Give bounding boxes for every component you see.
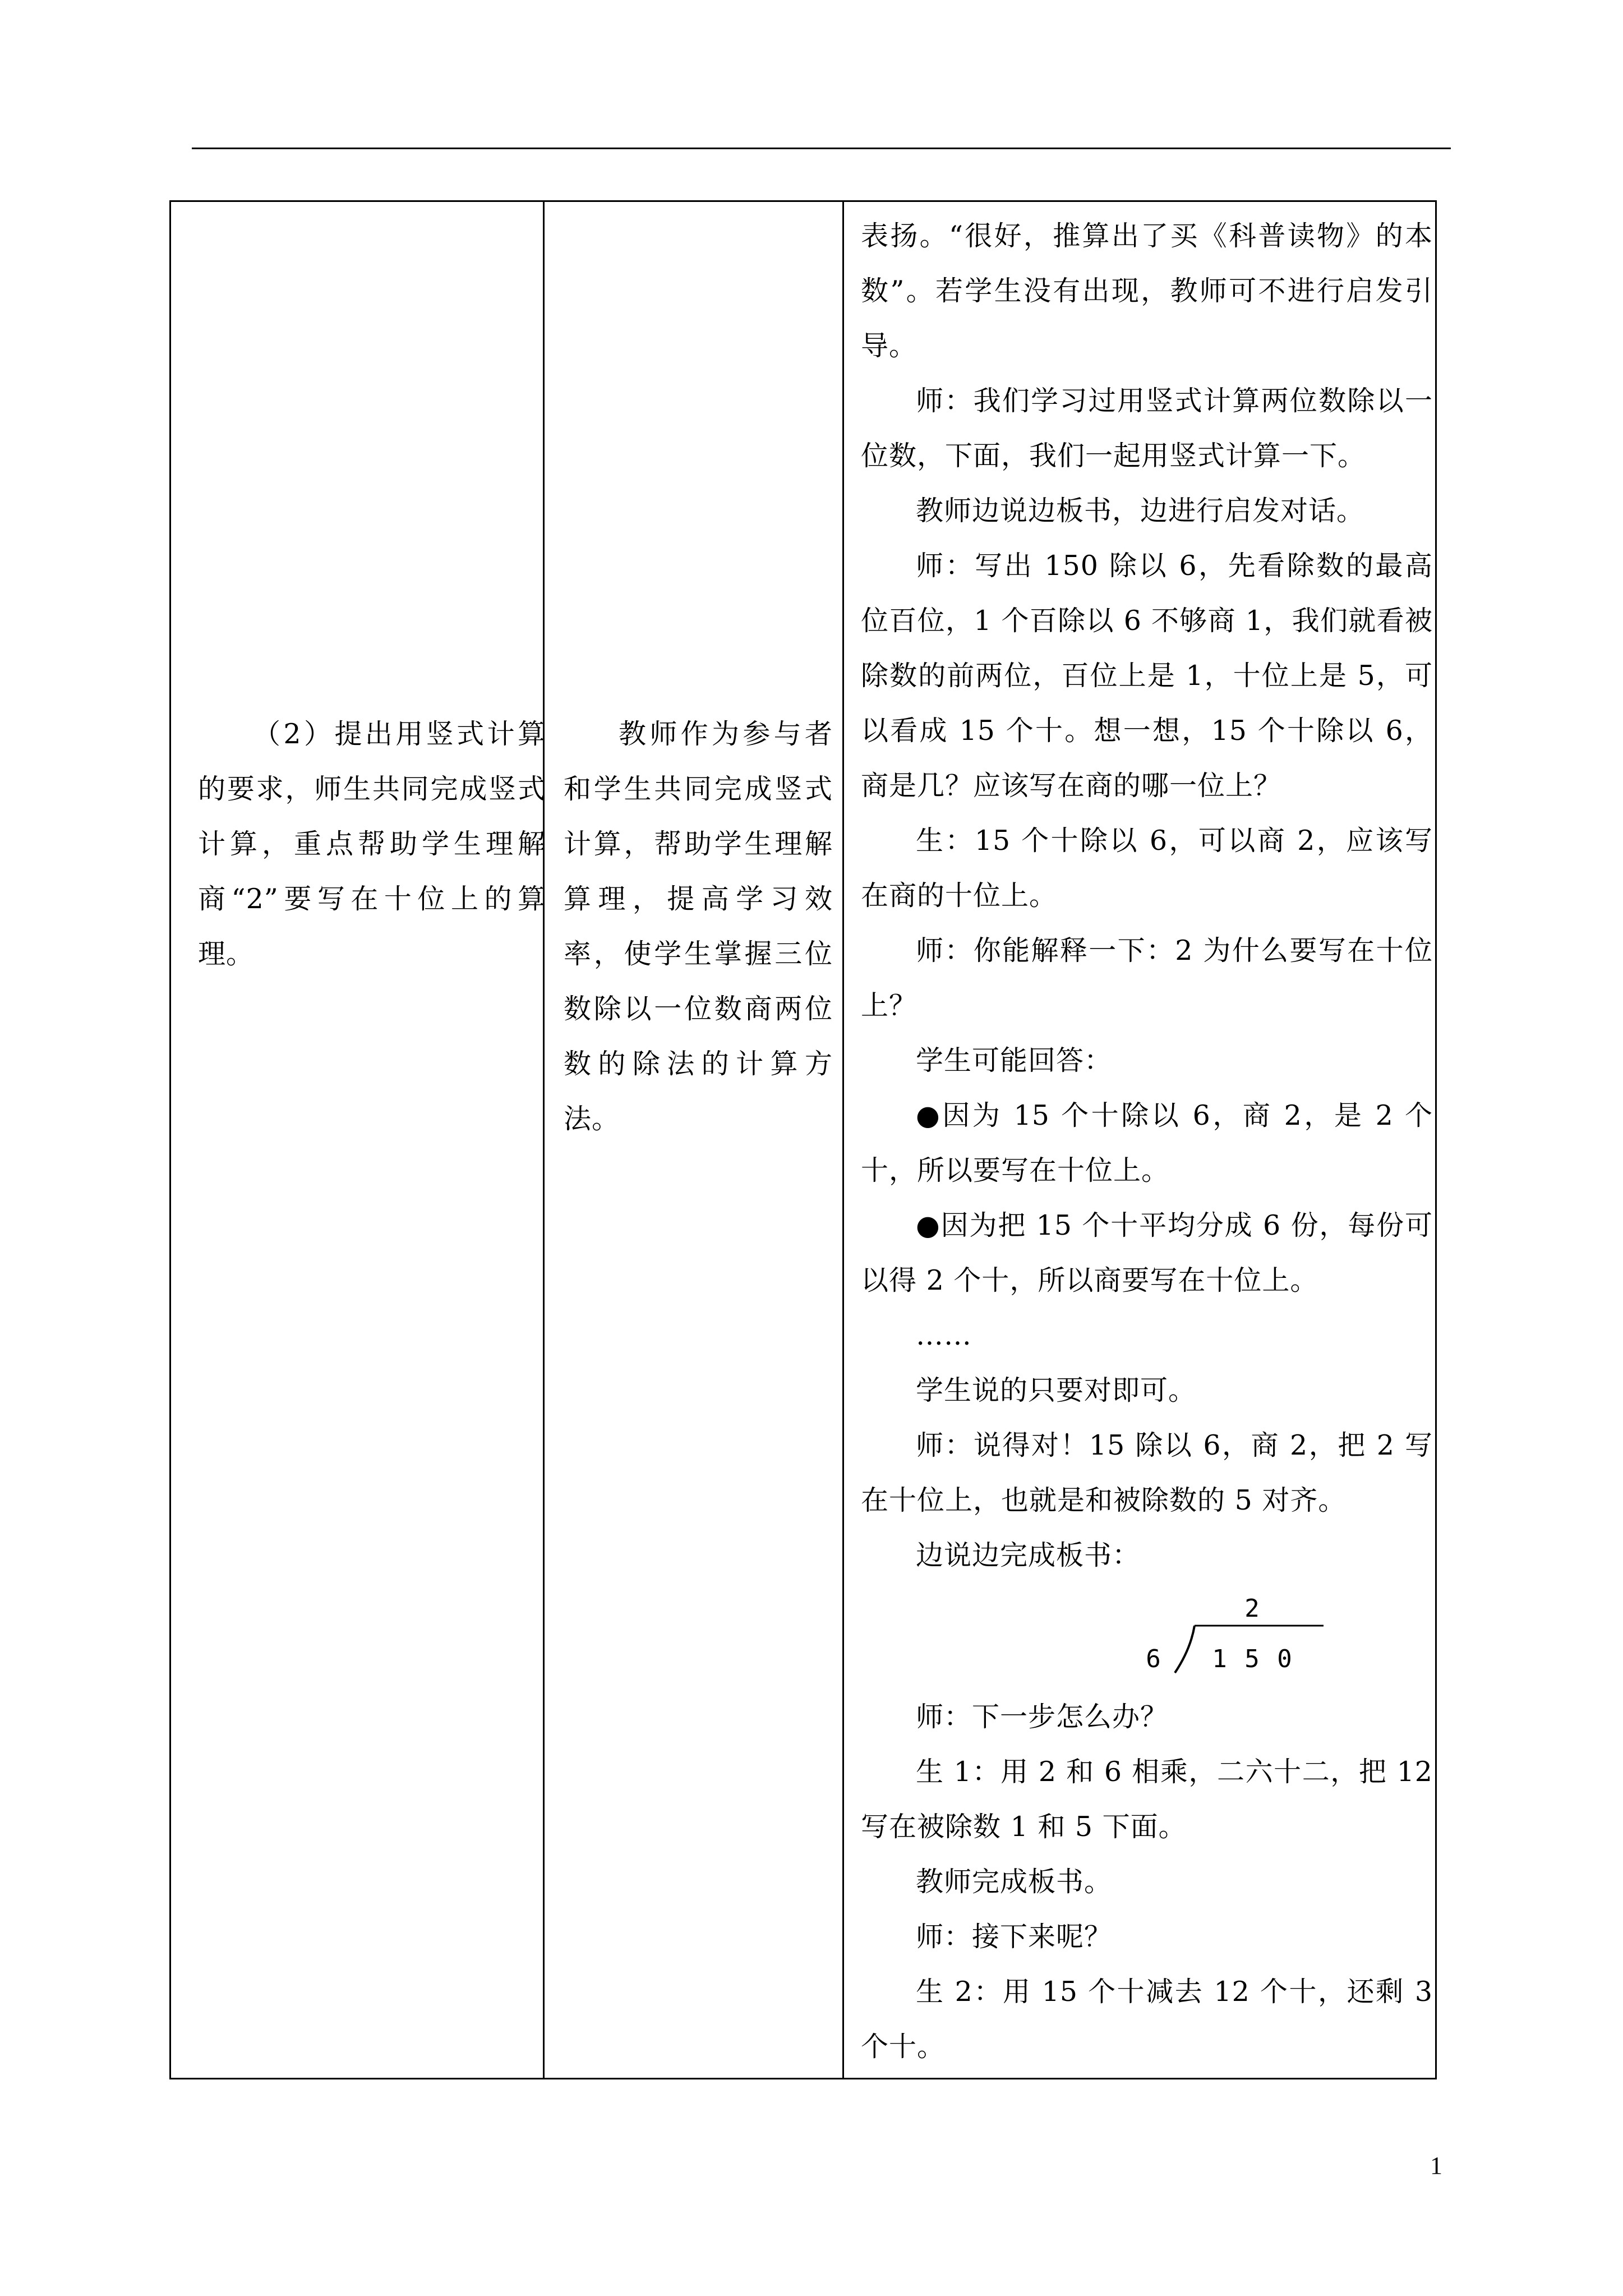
process-paragraph: ●因为把 15 个十平均分成 6 份，每份可以得 2 个十，所以商要写在十位上。 (861, 1209, 1433, 1296)
column-divider (842, 202, 844, 2078)
process-paragraph: 师：接下来呢？ (916, 1921, 1113, 1953)
process-paragraph: 教师边说边板书，边进行启发对话。 (916, 495, 1365, 527)
process-paragraph: 师：写出 150 除以 6，先看除数的最高位百位，1 个百除以 6 不够商 1，我们就看被除数的前两位，百位上是 1，十位上是 5，可以看成 15 个十。想一想，15 个十除以 6，商是几？应该写在商的哪一位上？ (861, 550, 1433, 802)
process-paragraph: 师：说得对！15 除以 6，商 2，把 2 写在十位上，也就是和被除数的 5 对齐。 (861, 1429, 1433, 1516)
process-paragraph: 教师完成板书。 (916, 1866, 1113, 1898)
header-rule (192, 148, 1451, 149)
process-paragraph: 师：你能解释一下：2 为什么要写在十位上？ (861, 935, 1433, 1022)
process-paragraph: 学生说的只要对即可。 (916, 1374, 1197, 1406)
intent-cell (564, 707, 833, 1147)
division-bracket (1175, 1626, 1195, 1673)
goal-text: （2）提出用竖式计算的要求，师生共同完成竖式计算，重点帮助学生理解商“2”要写在十位上的算理。 (198, 718, 546, 970)
dividend-digit: 5 (1244, 1645, 1260, 1673)
goal-cell (198, 707, 546, 982)
process-paragraph: 生：15 个十除以 6，可以商 2，应该写在商的十位上。 (861, 825, 1433, 912)
process-paragraph: 边说边完成板书： (916, 1539, 1141, 1571)
lesson-table (169, 200, 1437, 2079)
page-number: 1 (1430, 2152, 1442, 2179)
division-quotient: 2 (1244, 1594, 1260, 1623)
process-paragraph: 学生可能回答： (916, 1045, 1113, 1076)
process-paragraph: 师：我们学习过用竖式计算两位数除以一位数，下面，我们一起用竖式计算一下。 (861, 385, 1433, 472)
process-paragraph: ●因为 15 个十除以 6，商 2，是 2 个十，所以要写在十位上。 (861, 1099, 1433, 1186)
column-divider (543, 202, 545, 2078)
process-paragraph: …… (916, 1319, 972, 1351)
process-paragraph: 师：下一步怎么办？ (916, 1701, 1169, 1733)
long-division-figure (861, 1583, 1433, 1690)
process-cell (861, 209, 1433, 2074)
long-division-board (861, 1583, 1433, 1690)
division-divisor: 6 (1146, 1645, 1161, 1673)
process-paragraph: 生 1：用 2 和 6 相乘，二六十二，把 12 写在被除数 1 和 5 下面。 (861, 1756, 1433, 1843)
process-paragraph: 生 2：用 15 个十减去 12 个十，还剩 3 个十。 (861, 1976, 1433, 2063)
dividend-digit: 0 (1277, 1645, 1293, 1673)
dividend-digit: 1 (1212, 1645, 1228, 1673)
intent-text: 教师作为参与者和学生共同完成竖式计算，帮助学生理解算理，提高学习效率，使学生掌握三位数除以一位数商两位数的除法的计算方法。 (564, 718, 833, 1135)
process-paragraph: 表扬。“很好，推算出了买《科普读物》的本数”。若学生没有出现，教师可不进行启发引导。 (861, 220, 1433, 362)
